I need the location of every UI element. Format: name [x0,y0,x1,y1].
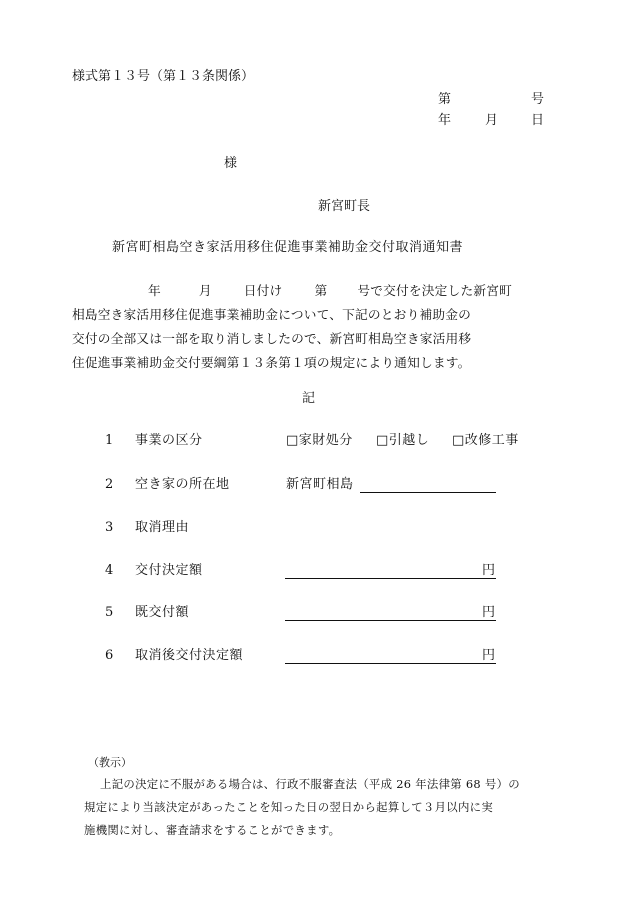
item-number: 6 [105,648,114,663]
notice-heading: （教示） [88,756,132,769]
form-number: 様式第１３号（第１３条関係） [72,69,255,84]
option-household-disposal[interactable]: □家財処分 [286,433,353,448]
body-year: 年 [148,283,161,298]
item-number: 3 [105,520,114,535]
notice-line-1: 上記の決定に不服がある場合は、行政不服審査法（平成 26 年法律第 68 号）の [100,777,520,791]
paid-amount-field-line[interactable] [285,606,496,621]
body-line-2: 相島空き家活用移住促進事業補助金について、下記のとおり補助金の [72,307,472,322]
document-title: 新宮町相島空き家活用移住促進事業補助金交付取消通知書 [112,240,464,255]
notice-line-2: 規定により当該決定があったことを知った日の翌日から起算して３月以内に実 [84,800,494,814]
date-month: 月 [485,113,499,128]
date-day: 日 [531,113,545,128]
issuer: 新宮町長 [318,199,371,214]
item-number: 5 [105,605,114,620]
item-number: 2 [105,477,114,492]
doc-number-suffix: 号 [531,92,545,107]
item-label-location: 空き家の所在地 [135,477,230,492]
yen-unit: 円 [482,605,496,620]
notice-line-3: 施機関に対し、審査請求をすることができます。 [84,823,341,837]
item-label-decided-amount: 交付決定額 [135,563,203,578]
item-label-reason: 取消理由 [135,520,190,535]
body-paragraph [72,279,550,375]
date-year: 年 [438,113,452,128]
location-field-line[interactable] [360,478,496,493]
ki-mark: 記 [302,391,316,406]
item-number: 1 [105,433,114,448]
addressee-suffix: 様 [224,156,238,171]
body-dated: 日付け [243,283,283,298]
location-prefix: 新宮町相島 [286,477,354,492]
body-rest: 号で交付を決定した新宮町 [357,283,512,298]
item-label-amount-after-cancel: 取消後交付決定額 [135,648,244,663]
body-line-4: 住促進事業補助金交付要綱第１３条第１項の規定により通知します。 [72,355,471,370]
item-number: 4 [105,563,114,578]
decided-amount-field-line[interactable] [285,564,496,579]
amount-after-cancel-field-line[interactable] [285,649,496,664]
body-line-3: 交付の全部又は一部を取り消しましたので、新宮町相島空き家活用移 [72,331,472,346]
body-no: 第 [314,283,328,298]
yen-unit: 円 [482,563,496,578]
option-renovation[interactable]: □改修工事 [452,433,519,448]
option-moving[interactable]: □引越し [376,433,430,448]
doc-number-prefix: 第 [438,92,452,107]
item-label-business-type: 事業の区分 [135,433,203,448]
body-month: 月 [198,283,212,298]
body-line-1 [72,279,550,303]
yen-unit: 円 [482,648,496,663]
item-label-paid-amount: 既交付額 [135,605,190,620]
